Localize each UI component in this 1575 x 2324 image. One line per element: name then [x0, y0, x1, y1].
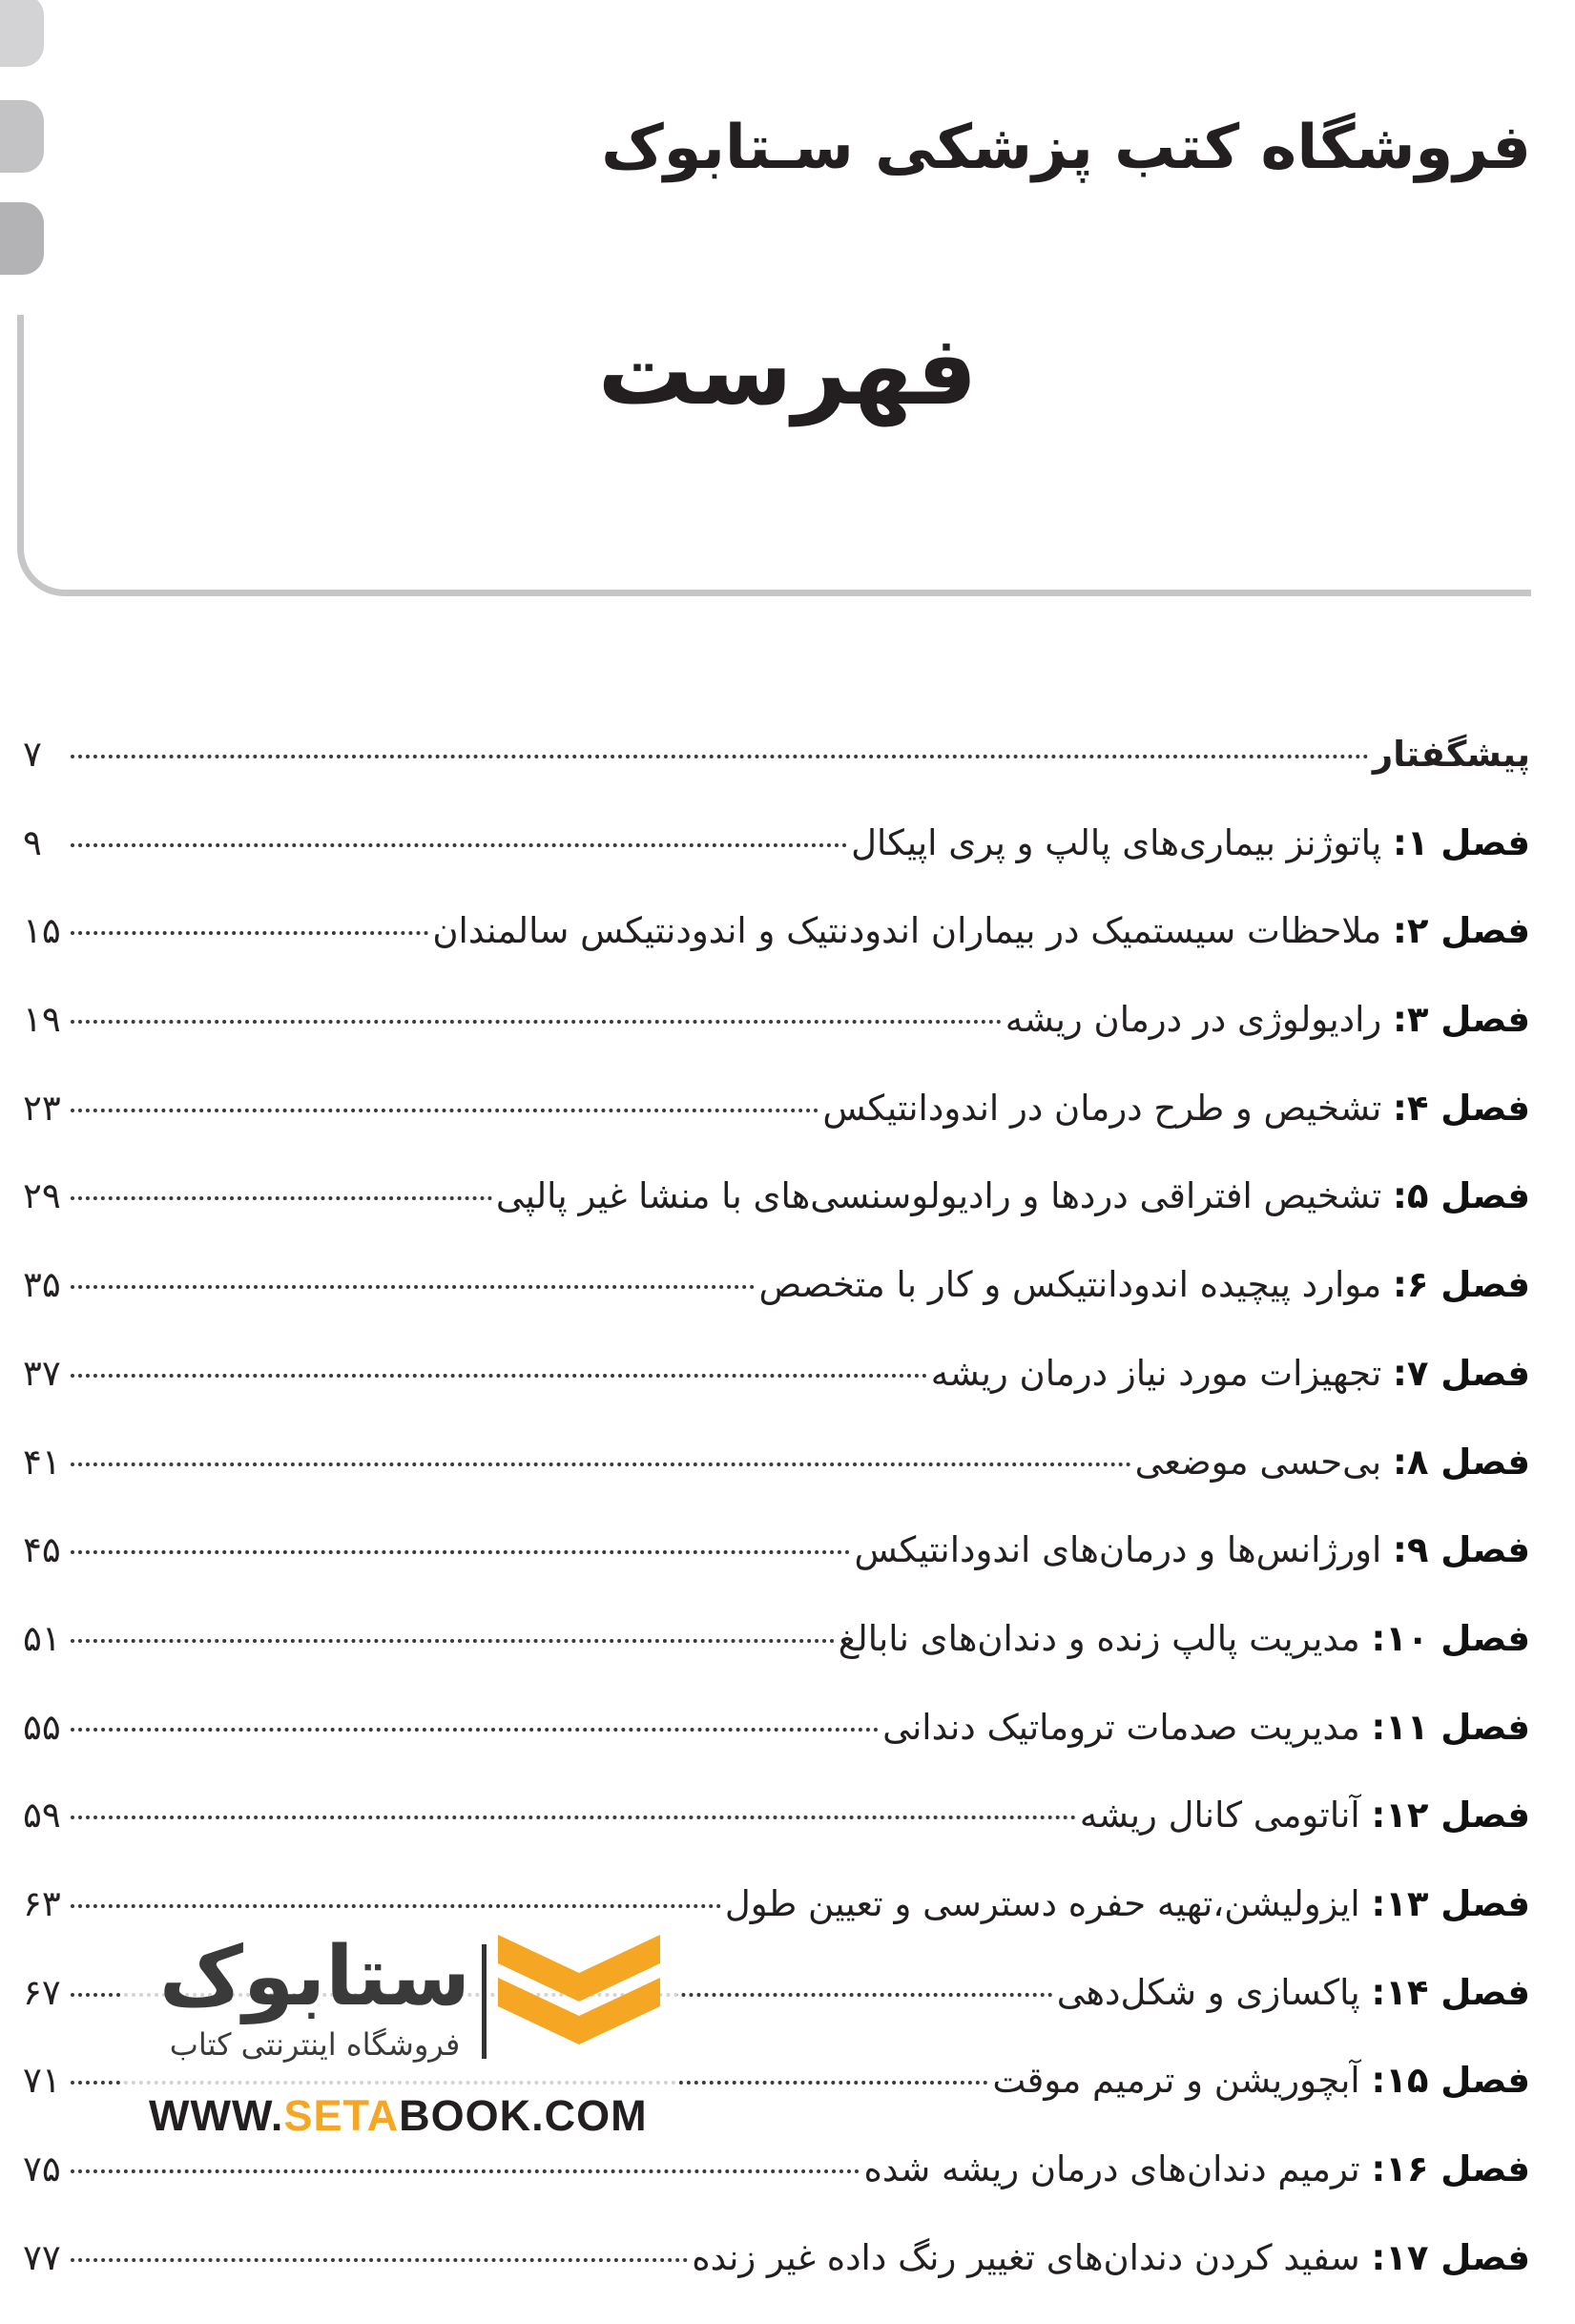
toc-label: فصل ۱۶:	[1371, 2148, 1530, 2189]
dot-leader	[71, 2258, 688, 2262]
toc-page-number: ۷۷	[23, 2236, 61, 2278]
dot-leader	[71, 755, 1369, 758]
toc-label: فصل ۱:	[1393, 821, 1530, 863]
toc-page-number: ۳۵	[23, 1264, 61, 1306]
toc-row	[23, 1441, 1530, 1529]
toc-title: موارد پیچیده اندودانتیکس و کار با متخصص	[758, 1264, 1382, 1306]
toc-page-number: ۱۵	[23, 910, 61, 952]
dot-leader	[71, 1196, 492, 1200]
dot-leader	[71, 1550, 850, 1554]
toc-page-number: ۷۱	[23, 2060, 61, 2102]
toc-label: فصل ۲:	[1393, 910, 1530, 952]
toc-label: فصل ۱۴:	[1371, 1971, 1530, 2013]
toc-page-number: ۵۱	[23, 1617, 61, 1659]
toc-title: پاکسازی و شکل‌دهی	[1056, 1971, 1360, 2013]
dot-leader	[71, 1816, 1076, 1819]
toc-row	[23, 1087, 1530, 1175]
toc-page-number: ۹	[23, 821, 42, 863]
toc-page-number: ۳۷	[23, 1352, 61, 1394]
toc-label: فصل ۱۱:	[1371, 1706, 1530, 1748]
toc-title: اورژانس‌ها و درمان‌های اندودانتیکس	[854, 1529, 1382, 1571]
dot-leader	[71, 1374, 927, 1378]
toc-page-number: ۲۹	[23, 1175, 61, 1217]
toc-label: فصل ۴:	[1393, 1087, 1530, 1129]
logo-wordmark: ستابوک	[158, 1929, 471, 2024]
toc-title: مدیریت پالپ زنده و دندان‌های نابالغ	[838, 1617, 1360, 1659]
toc-row	[23, 1174, 1530, 1263]
book-chevron-logo-icon	[498, 1925, 660, 2059]
toc-title: ملاحظات سیستمیک در بیماران اندودنتیک و اندودنتیکس سالمندان	[432, 910, 1382, 952]
toc-title: مدیریت صدمات تروماتیک دندانی	[882, 1706, 1360, 1748]
toc-label: فصل ۹:	[1393, 1529, 1530, 1571]
toc-page-number: ۷	[23, 734, 42, 775]
toc-label: فصل ۶:	[1393, 1264, 1530, 1306]
side-tab	[0, 0, 44, 67]
toc-label: فصل ۸:	[1393, 1441, 1530, 1483]
toc-label: فصل ۱۷:	[1371, 2236, 1530, 2278]
toc-title: ترمیم دندان‌های درمان ریشه شده	[863, 2148, 1360, 2189]
dot-leader	[71, 1904, 721, 1908]
toc-title: سفید کردن دندان‌های تغییر رنگ داده غیر زنده	[692, 2236, 1360, 2278]
toc-page-number: ۴۵	[23, 1529, 61, 1571]
toc-label: فصل ۳:	[1393, 999, 1530, 1041]
logo-divider	[482, 1944, 487, 2059]
toc-row	[23, 1263, 1530, 1352]
toc-title: بی‌حسی موضعی	[1134, 1441, 1382, 1483]
store-title: فروشگاه کتب پزشکی سـتابوک	[601, 113, 1531, 183]
toc-row	[23, 2236, 1530, 2324]
toc-title: پاتوژنز بیماری‌های پالپ و پری اپیکال	[851, 821, 1382, 863]
toc-title: ایزولیشن،تهیه حفره دسترسی و تعیین طول	[724, 1882, 1360, 1924]
toc-title: تشخیص و طرح درمان در اندودانتیکس	[822, 1087, 1382, 1129]
toc-row	[23, 1617, 1530, 1706]
toc-label: فصل ۱۰:	[1371, 1617, 1530, 1659]
toc-page-number: ۱۹	[23, 999, 61, 1041]
dot-leader	[71, 2169, 860, 2173]
toc-heading: فهرست	[597, 315, 978, 426]
toc-row	[23, 1706, 1530, 1795]
toc-title: آناتومی کانال ریشه	[1079, 1795, 1360, 1836]
dot-leader	[71, 1463, 1131, 1466]
toc-page-number: ۶۷	[23, 1971, 61, 2013]
dot-leader	[71, 1285, 755, 1289]
toc-title: آبچوریشن و ترمیم موقت	[992, 2060, 1360, 2102]
setabook-watermark	[124, 1925, 677, 2145]
dot-leader	[71, 1020, 1002, 1024]
toc-page-number: ۵۹	[23, 1795, 61, 1836]
toc-title: رادیولوژی در درمان ریشه	[1005, 999, 1382, 1041]
toc-label: فصل ۱۲:	[1371, 1795, 1530, 1836]
toc-page-number: ۷۵	[23, 2148, 61, 2189]
toc-row	[23, 909, 1530, 998]
side-tab	[0, 202, 44, 275]
toc-label: فصل ۱۳:	[1371, 1882, 1530, 1924]
dot-leader	[71, 1109, 819, 1112]
dot-leader	[71, 1639, 835, 1643]
toc-row	[23, 821, 1530, 910]
toc-row	[23, 1794, 1530, 1882]
toc-page-number: ۶۳	[23, 1882, 61, 1924]
toc-page-number: ۵۵	[23, 1706, 61, 1748]
toc-row	[23, 733, 1530, 821]
toc-page-number: ۴۱	[23, 1441, 61, 1483]
side-tab	[0, 100, 44, 173]
dot-leader	[71, 931, 428, 935]
toc-row	[23, 1352, 1530, 1441]
dot-leader	[71, 1728, 879, 1732]
dot-leader	[71, 843, 847, 847]
toc-label: فصل ۵:	[1393, 1175, 1530, 1217]
logo-tagline: فروشگاه اینترنتی کتاب	[169, 2026, 461, 2063]
toc-title: پیشگفتار	[1372, 734, 1530, 775]
toc-page-number: ۲۳	[23, 1087, 61, 1129]
toc-row	[23, 1528, 1530, 1617]
website-url: WWW.SETABOOK.COM	[149, 2091, 648, 2140]
toc-row	[23, 998, 1530, 1087]
toc-row	[23, 2148, 1530, 2236]
toc-label: فصل ۷:	[1393, 1352, 1530, 1394]
toc-title: تجهیزات مورد نیاز درمان ریشه	[930, 1352, 1382, 1394]
toc-title: تشخیص افتراقی دردها و رادیولوسنسی‌های با منشا غیر پالپی	[495, 1175, 1382, 1217]
toc-label: فصل ۱۵:	[1371, 2060, 1530, 2102]
